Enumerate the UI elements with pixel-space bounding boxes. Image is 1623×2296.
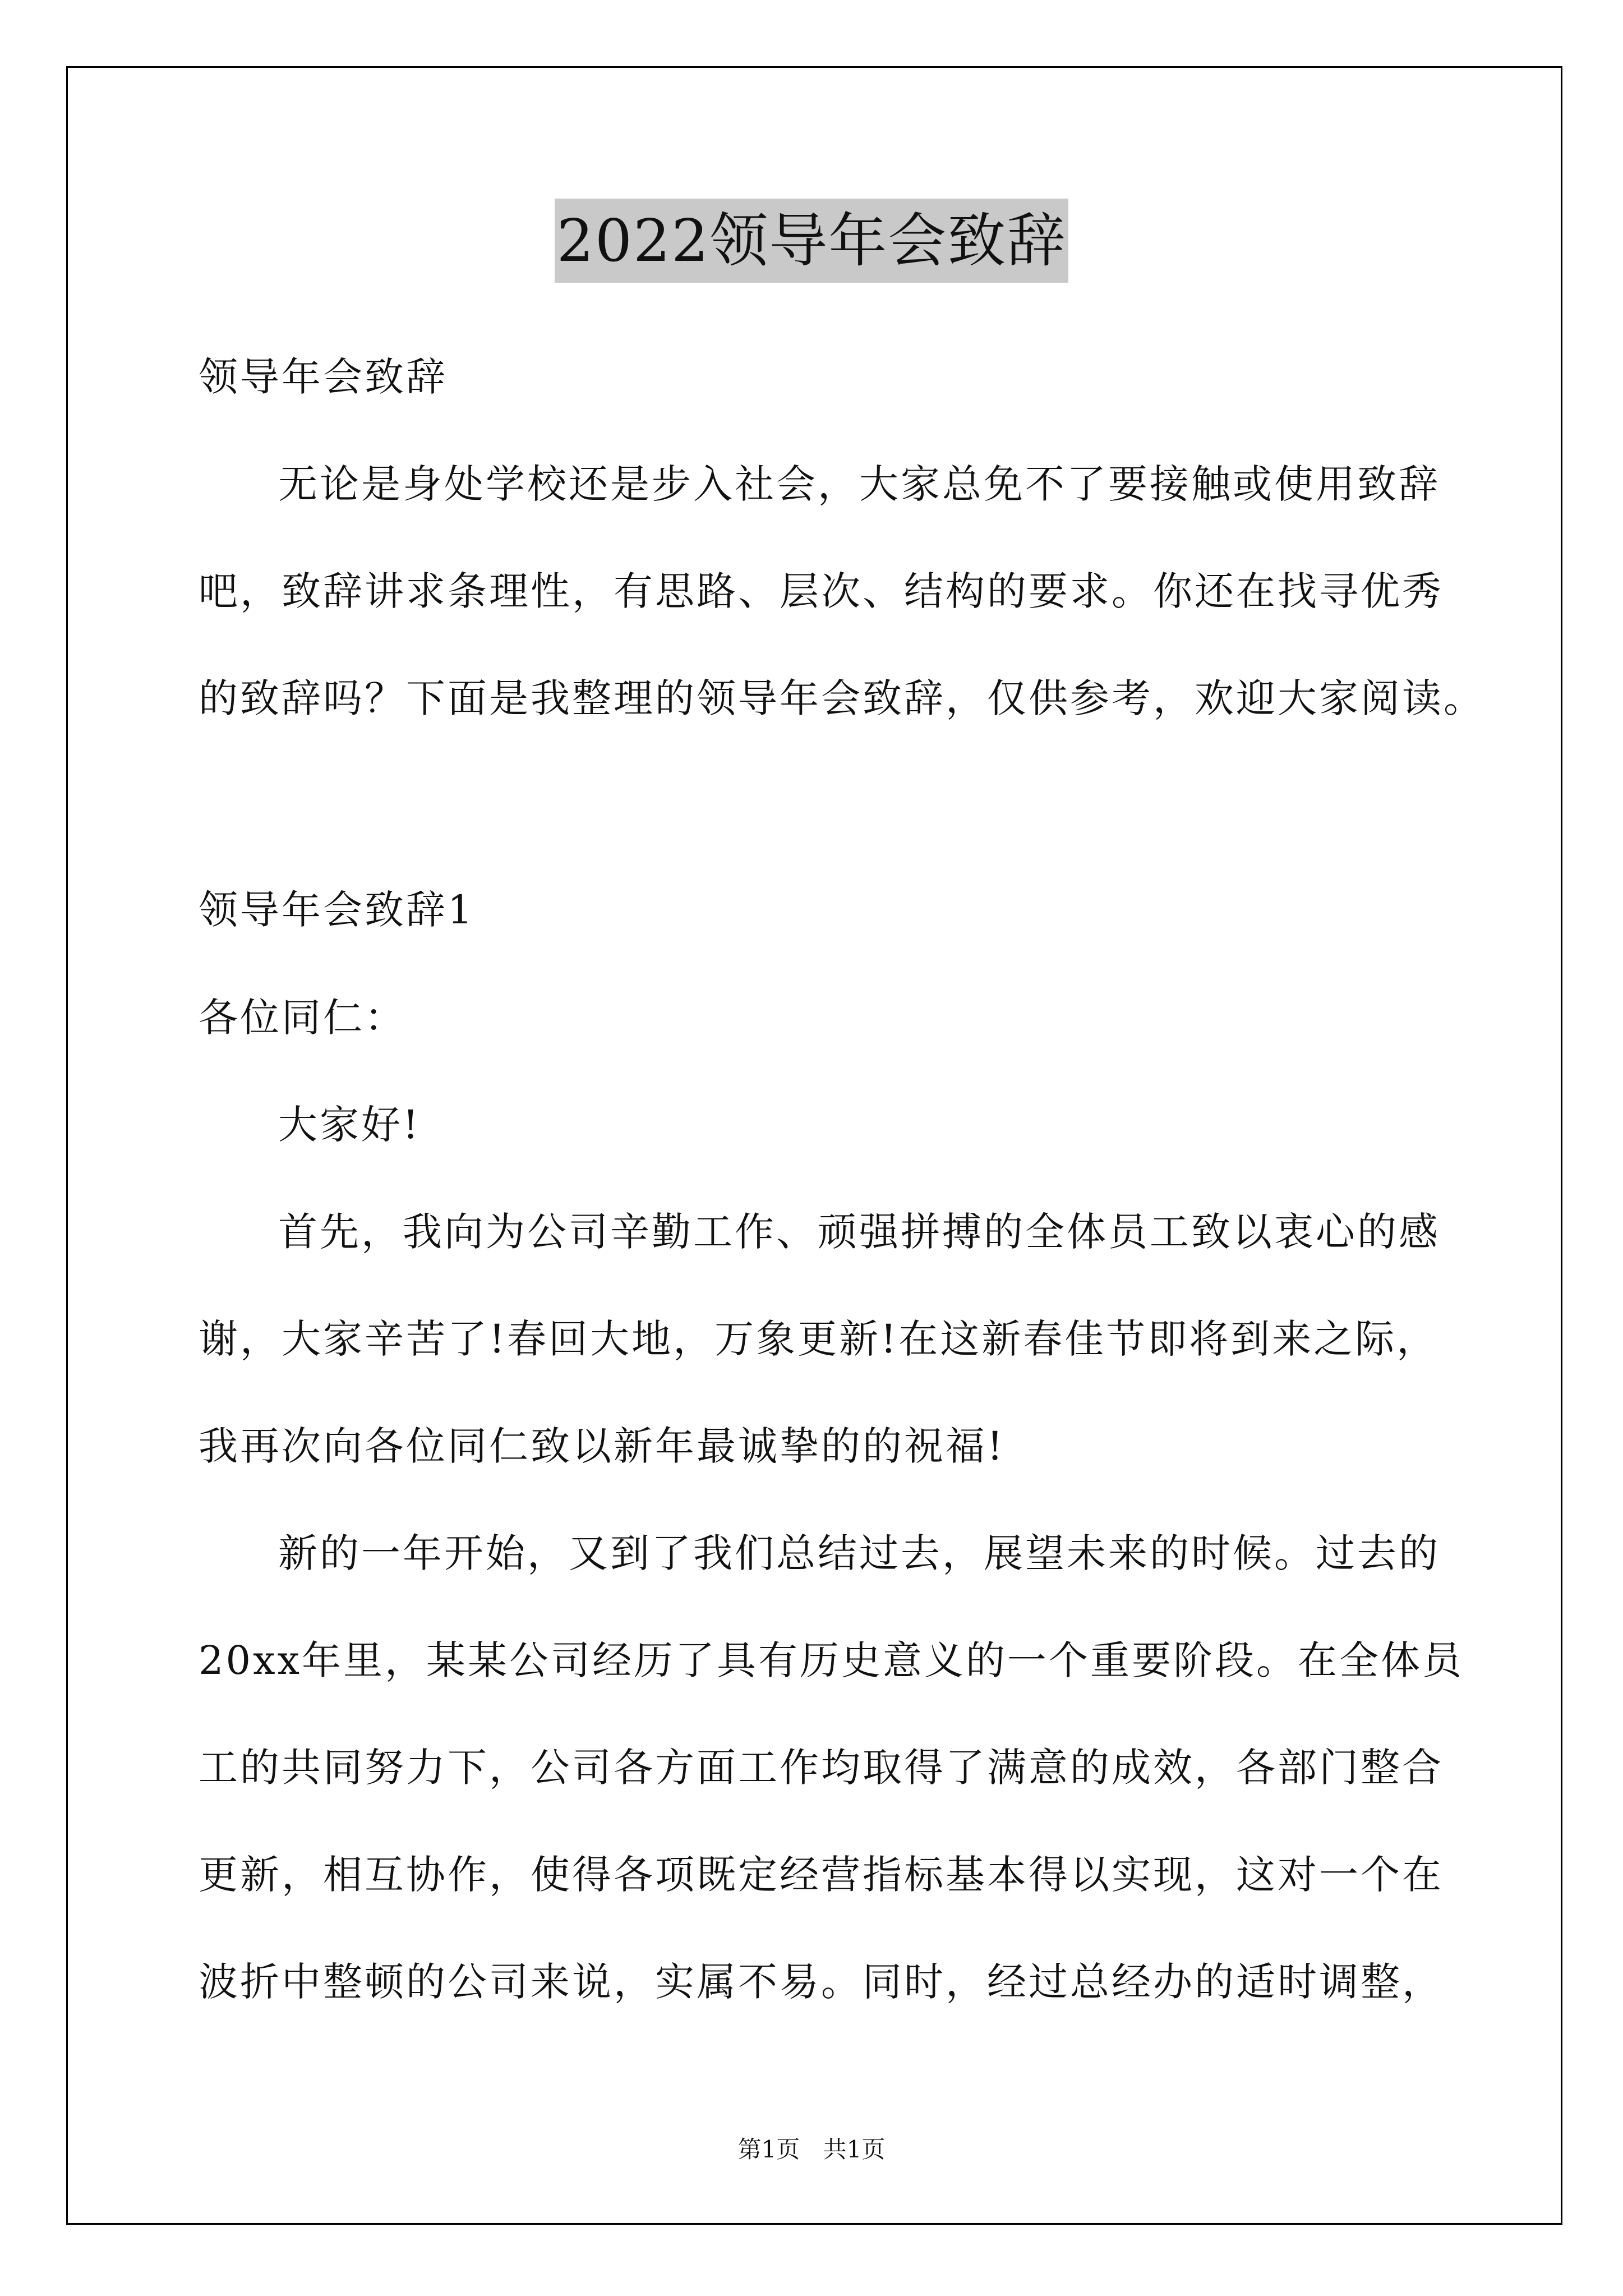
section-heading: 领导年会致辞 [199,354,448,400]
paragraph-line: 工的共同努力下，公司各方面工作均取得了满意的成效，各部门整合 [199,1745,1444,1791]
paragraph-line: 更新，相互协作，使得各项既定经营指标基本得以实现，这对一个在 [199,1852,1444,1898]
greeting: 大家好! [278,1102,421,1148]
section-heading: 领导年会致辞1 [199,887,475,933]
paragraph-line: 我再次向各位同仁致以新年最诚挚的的祝福! [199,1423,1006,1469]
paragraph-line: 波折中整顿的公司来说，实属不易。同时，经过总经办的适时调整， [199,1959,1444,2005]
page-number: 第1页 [737,2136,800,2163]
paragraph-line: 新的一年开始，又到了我们总结过去，展望未来的时候。过去的 [278,1530,1440,1576]
document-title: 2022领导年会致辞 [555,199,1069,283]
page-footer [0,2133,1623,2166]
title-container [0,199,1623,283]
paragraph-line: 20xx年里，某某公司经历了具有历史意义的一个重要阶段。在全体员 [199,1637,1464,1683]
paragraph-line: 谢，大家辛苦了!春回大地，万象更新!在这新春佳节即将到来之际， [199,1316,1438,1362]
paragraph-line: 吧，致辞讲求条理性，有思路、层次、结构的要求。你还在找寻优秀 [199,568,1444,614]
paragraph-line: 的致辞吗？下面是我整理的领导年会致辞，仅供参考，欢迎大家阅读。 [199,675,1485,721]
page-total: 共1页 [823,2136,886,2163]
salutation: 各位同仁： [199,995,406,1041]
paragraph-line: 首先，我向为公司辛勤工作、顽强拼搏的全体员工致以衷心的感 [278,1209,1440,1255]
paragraph-line: 无论是身处学校还是步入社会，大家总免不了要接触或使用致辞 [278,461,1440,507]
